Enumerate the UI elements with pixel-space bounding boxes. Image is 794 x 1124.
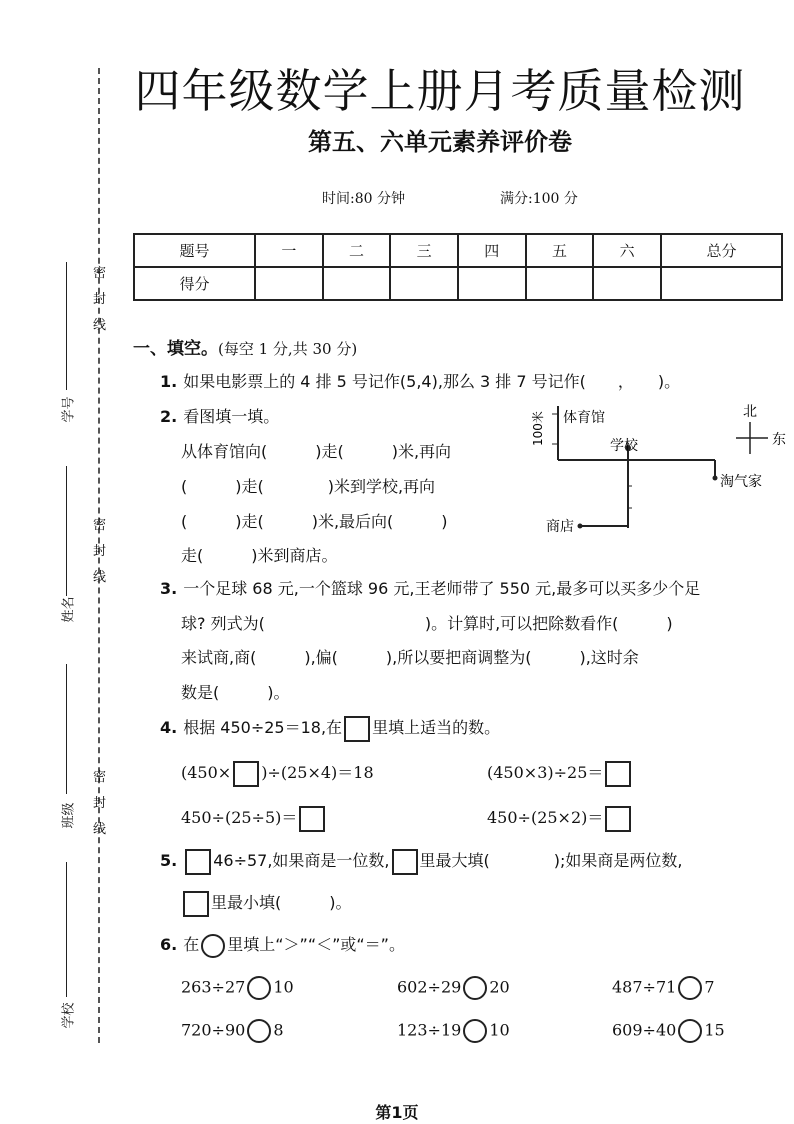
compare-circle[interactable] [247,976,271,1000]
compare-circle[interactable] [678,976,702,1000]
score-input-cell[interactable] [661,267,782,300]
question-number: 2. [160,407,178,426]
score-input-cell[interactable] [255,267,323,300]
answer-box[interactable] [185,849,211,875]
question-text: 里最大填( );如果商是两位数, [419,851,683,870]
question-text: 在 [183,935,200,954]
score-cell: 三 [390,234,458,267]
question-6 [160,932,405,958]
equation-text: 450÷(25÷5)＝ [181,808,298,827]
seal-char: 封 [93,796,107,811]
page-subtitle: 第五、六单元素养评价卷 [308,128,572,156]
question-2-line: ( )走( )米到学校,再向 [181,477,436,496]
question-text: 里最小填( )。 [211,893,352,912]
compare-left: 602÷29 [397,977,462,997]
seal-char: 线 [93,822,107,837]
compare-right: 8 [273,1020,284,1040]
compare-circle[interactable] [463,1019,487,1043]
question-text: 一个足球 68 元,一个篮球 96 元,王老师带了 550 元,最多可以买多少个足 [183,579,701,598]
score-cell: 一 [255,234,323,267]
question-5-line [181,890,352,917]
section-title: 一、填空。 [133,339,218,359]
compare-item [181,976,294,1000]
compass-east-label: 东 [772,432,786,448]
compare-right: 20 [489,977,510,997]
seal-char: 封 [93,544,107,559]
seal-char: 密 [93,266,107,281]
score-cell: 二 [323,234,391,267]
answer-box-icon [183,891,209,917]
answer-box[interactable] [605,806,631,832]
answer-box-icon [344,716,370,742]
map-gym-label: 体育馆 [563,410,605,426]
question-text: 根据 450÷25＝18,在 [183,718,343,737]
map-shop-label: 商店 [546,519,574,535]
page-title: 四年级数学上册月考质量检测 [134,64,746,118]
class-label: 班级 [61,802,77,829]
name-label: 姓名 [61,596,77,623]
question-text: 里填上适当的数。 [372,718,501,737]
score-table-header-row [134,234,782,267]
compare-right: 7 [704,977,715,997]
answer-box-icon [392,849,418,875]
question-text: 46÷57,如果商是一位数, [213,851,390,870]
score-row-label: 得分 [134,267,255,300]
score-cell: 总分 [661,234,782,267]
circle-icon [201,934,225,958]
question-number: 3. [160,579,178,598]
question-5 [160,848,683,875]
equation-text: (450× [181,763,232,782]
question-number: 5. [160,851,178,870]
score-table-score-row [134,267,782,300]
compare-left: 123÷19 [397,1020,462,1040]
equation [487,760,633,787]
equation [487,805,633,832]
compare-left: 263÷27 [181,977,246,997]
equation-text: 450÷(25×2)＝ [487,808,604,827]
question-text: 里填上“＞”“＜”或“＝”。 [227,935,405,954]
question-3-line: 数是( )。 [181,683,290,702]
shop-point [578,524,583,529]
compare-circle[interactable] [678,1019,702,1043]
compare-right: 10 [273,977,294,997]
score-input-cell[interactable] [390,267,458,300]
score-cell: 四 [458,234,526,267]
score-input-cell[interactable] [323,267,391,300]
seal-char: 密 [93,770,107,785]
score-table [133,233,783,301]
equation-text: (450×3)÷25＝ [487,763,604,782]
class-field[interactable] [66,664,67,794]
compare-right: 15 [704,1020,725,1040]
question-3-line: 来试商,商( ),偏( ),所以要把商调整为( ),这时余 [181,648,639,667]
question-2-line: ( )走( )米,最后向( ) [181,512,448,531]
naughty-home-point [713,476,718,481]
compare-right: 10 [489,1020,510,1040]
question-text: 如果电影票上的 4 排 5 号记作(5,4),那么 3 排 7 号记作( ， )。 [183,372,681,391]
compare-circle[interactable] [463,976,487,1000]
page-number: 第1页 [375,1103,419,1122]
compass-north-label: 北 [743,404,757,420]
question-2-line: 从体育馆向( )走( )米,再向 [181,442,452,461]
compare-item [397,976,510,1000]
exam-full-score: 满分:100 分 [500,191,578,207]
question-2 [160,404,279,427]
question-3-line: 球? 列式为( )。计算时,可以把除数看作( ) [181,614,673,633]
compare-item [397,1019,510,1043]
compare-item [181,1019,284,1043]
school-label: 学校 [61,1002,77,1029]
seal-char: 线 [93,318,107,333]
compare-item [612,976,715,1000]
route-map [530,398,792,538]
question-text: 看图填一填。 [183,407,280,426]
answer-box[interactable] [299,806,325,832]
score-input-cell[interactable] [593,267,661,300]
map-scale-label: 100米 [531,411,545,446]
score-cell: 六 [593,234,661,267]
score-cell: 题号 [134,234,255,267]
map-school-label: 学校 [610,438,638,454]
answer-box[interactable] [605,761,631,787]
score-input-cell[interactable] [526,267,594,300]
compare-circle[interactable] [247,1019,271,1043]
question-4 [160,715,500,742]
section-heading [133,334,357,359]
question-number: 4. [160,718,178,737]
seal-char: 封 [93,292,107,307]
section-note: (每空 1 分,共 30 分) [218,340,358,358]
question-1 [160,369,680,392]
equation-text: )÷(25×4)＝18 [261,763,374,782]
equation [181,805,327,832]
question-3 [160,576,700,599]
compare-left: 487÷71 [612,977,677,997]
score-cell: 五 [526,234,594,267]
compare-left: 720÷90 [181,1020,246,1040]
answer-box[interactable] [233,761,259,787]
student-id-field[interactable] [66,262,67,390]
question-2-line: 走( )米到商店。 [181,546,338,565]
school-field[interactable] [66,862,67,997]
seal-char: 密 [93,518,107,533]
name-field[interactable] [66,466,67,596]
seal-char: 线 [93,570,107,585]
exam-time: 时间:80 分钟 [322,191,405,207]
question-number: 1. [160,372,178,391]
question-number: 6. [160,935,178,954]
score-input-cell[interactable] [458,267,526,300]
compare-item [612,1019,725,1043]
equation [181,760,374,787]
compare-left: 609÷40 [612,1020,677,1040]
map-naughty-home-label: 淘气家 [720,474,762,490]
student-id-label: 学号 [61,396,77,423]
